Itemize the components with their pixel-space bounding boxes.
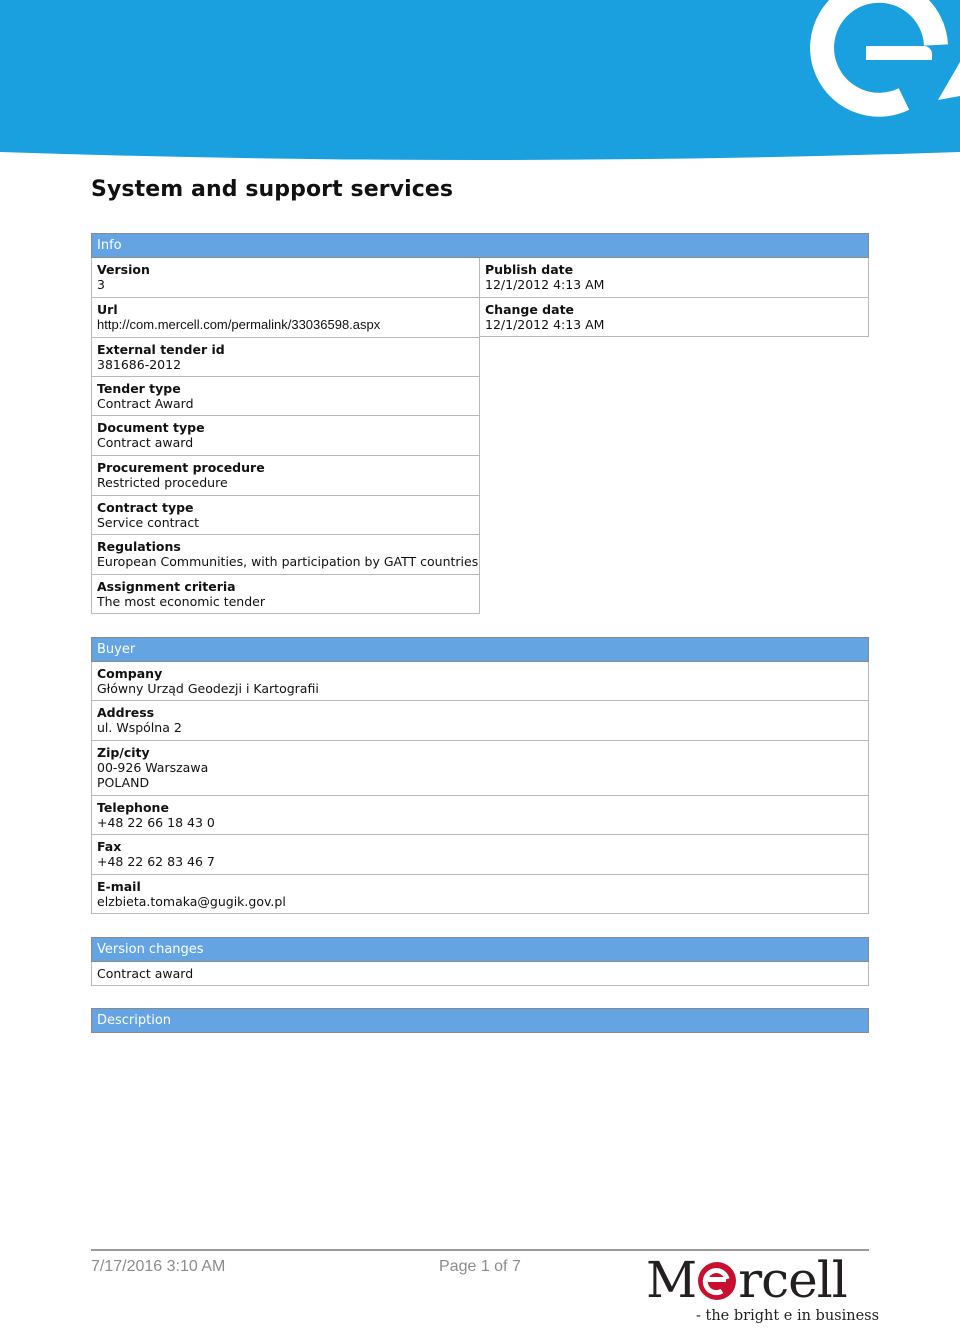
info-field-regulations	[91, 535, 480, 575]
field-value: Contract Award	[97, 396, 194, 411]
field-label: Contract type	[97, 500, 194, 515]
field-value: ul. Wspólna 2	[97, 720, 182, 735]
field-value: 381686-2012	[97, 357, 182, 372]
field-label: Telephone	[97, 800, 169, 815]
buyer-field-address	[91, 701, 869, 741]
field-value: 3	[97, 277, 105, 292]
field-value: +48 22 66 18 43 0	[97, 815, 215, 830]
field-label: Company	[97, 666, 163, 681]
info-field-external-tender-id	[91, 338, 480, 377]
info-field-publish-date	[479, 258, 869, 298]
field-value: 00-926 Warszawa POLAND	[97, 760, 209, 790]
field-value: 12/1/2012 4:13 AM	[485, 317, 605, 332]
buyer-field-company	[91, 662, 869, 701]
version-changes-section-header: Version changes	[91, 937, 869, 962]
field-label: E-mail	[97, 879, 141, 894]
mercell-logo	[640, 1250, 880, 1329]
field-label: Regulations	[97, 539, 181, 554]
info-field-procurement-procedure	[91, 456, 480, 496]
field-label: Publish date	[485, 262, 574, 277]
field-label: Tender type	[97, 381, 181, 396]
url-link[interactable]: http://com.mercell.com/permalink/33036598.aspx	[97, 317, 381, 332]
field-label: Zip/city	[97, 745, 150, 760]
buyer-field-fax	[91, 835, 869, 875]
logo-letter-m: M	[646, 1251, 697, 1309]
field-value: Contract award	[97, 966, 194, 981]
field-value: Główny Urząd Geodezji i Kartografii	[97, 681, 319, 696]
field-label: Url	[97, 302, 118, 317]
footer-page-number: Page 1 of 7	[439, 1258, 521, 1275]
info-field-assignment-criteria	[91, 575, 480, 614]
buyer-field-zip-city	[91, 741, 869, 796]
info-field-change-date	[479, 298, 869, 337]
field-value: 12/1/2012 4:13 AM	[485, 277, 605, 292]
info-section-header: Info	[91, 233, 869, 258]
field-label: Document type	[97, 420, 205, 435]
field-label: Assignment criteria	[97, 579, 236, 594]
description-section-header: Description	[91, 1008, 869, 1033]
email-link[interactable]: elzbieta.tomaka@gugik.gov.pl	[97, 894, 286, 909]
field-value: +48 22 62 83 46 7	[97, 854, 215, 869]
info-field-url	[91, 298, 480, 338]
logo-letters-rcell: rcell	[738, 1251, 847, 1309]
field-value: European Communities, with participation by GATT countries	[97, 554, 479, 569]
field-value: Restricted procedure	[97, 475, 228, 490]
header-banner	[0, 0, 960, 162]
info-field-document-type	[91, 416, 480, 456]
info-field-contract-type	[91, 496, 480, 535]
field-label: Address	[97, 705, 155, 720]
buyer-field-email	[91, 875, 869, 914]
buyer-field-telephone	[91, 796, 869, 835]
field-label: Change date	[485, 302, 575, 317]
version-changes-field	[91, 962, 869, 986]
field-label: Fax	[97, 839, 122, 854]
field-label: Procurement procedure	[97, 460, 265, 475]
buyer-section-header: Buyer	[91, 637, 869, 662]
footer-date: 7/17/2016 3:10 AM	[91, 1258, 226, 1275]
field-label: External tender id	[97, 342, 225, 357]
field-label: Version	[97, 262, 150, 277]
info-field-tender-type	[91, 377, 480, 416]
logo-tagline: - the bright e in business	[696, 1308, 880, 1324]
logo-wordmark	[646, 1250, 847, 1310]
page-title: System and support services	[91, 177, 454, 202]
field-value: The most economic tender	[97, 594, 265, 609]
field-value: Contract award	[97, 435, 194, 450]
info-field-version	[91, 258, 480, 298]
field-value: Service contract	[97, 515, 200, 530]
logo-e-icon	[697, 1261, 737, 1301]
